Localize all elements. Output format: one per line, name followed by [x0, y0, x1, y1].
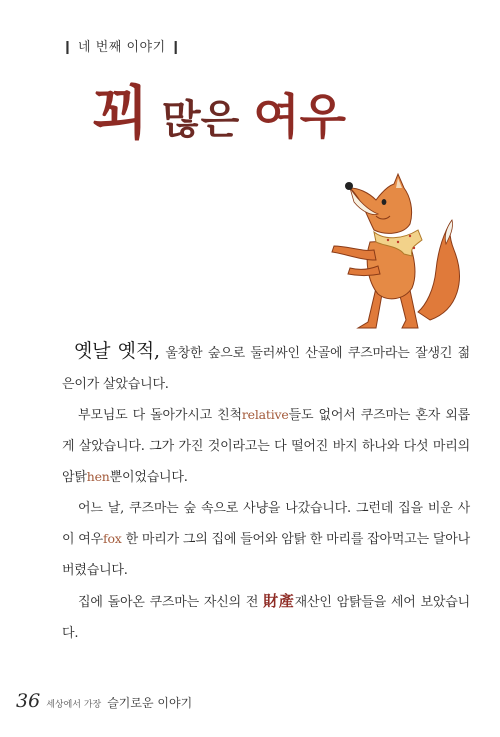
fox-arm-right	[348, 266, 380, 276]
english-gloss: hen	[86, 469, 110, 484]
page-number: 36	[16, 690, 41, 712]
paragraph-text: 어느 날, 쿠즈마는 숲 속으로 사냥을 나갔습니다. 그런데 집을 비운 사이 여우	[62, 500, 470, 547]
fox-eye	[382, 199, 387, 205]
paragraph-text: 한 마리가 그의 집에 들어와 암탉 한 마리를 잡아먹고는 달아나 버렸습니다.	[62, 532, 470, 578]
page-footer	[16, 690, 192, 712]
paragraph-text: 집에 돌아온 쿠즈마는 자신의 전	[78, 595, 264, 610]
english-gloss: fox	[103, 531, 122, 546]
paragraph-text: 부모님도 다 돌아가시고 친척	[78, 408, 242, 423]
paragraph-lead: 옛날 옛적,	[74, 340, 160, 362]
paragraph-1	[62, 336, 470, 400]
paragraph-text: 뿐이었습니다.	[109, 470, 188, 485]
paragraph-4	[62, 586, 470, 649]
fox-nose	[345, 182, 353, 190]
paragraph-text: 울창한 숲으로 둘러싸인 산골에 쿠즈마라는 잘생긴 젊은이가 살았습니다.	[62, 346, 471, 392]
paragraph-3	[62, 494, 470, 587]
story-title	[92, 66, 347, 147]
series-title: 슬기로운 이야기	[107, 696, 193, 710]
title-word-3: 여우	[253, 89, 347, 145]
paragraph-text: 재산인 암탉들을 세어 보았습니다.	[62, 595, 470, 641]
chapter-label: ❙ 네 번째 이야기 ❙	[62, 40, 182, 55]
story-body	[62, 336, 470, 649]
hanja-gloss: 財產	[263, 592, 295, 610]
fox-tail	[418, 220, 459, 320]
title-word-1: 꾀	[92, 79, 149, 147]
title-word-2: 많은	[162, 97, 240, 143]
english-gloss: relative	[241, 407, 289, 422]
paragraph-2	[62, 400, 470, 494]
paragraph-text: 들도 없어서 쿠즈마는 혼자 외롭게 살았습니다. 그가 가진 것이라고는 다 떨어진 바지 하나와 다섯 마리의 암탉	[62, 408, 471, 485]
fox-illustration	[318, 170, 468, 335]
series-title-small: 세상에서 가장	[46, 700, 102, 710]
